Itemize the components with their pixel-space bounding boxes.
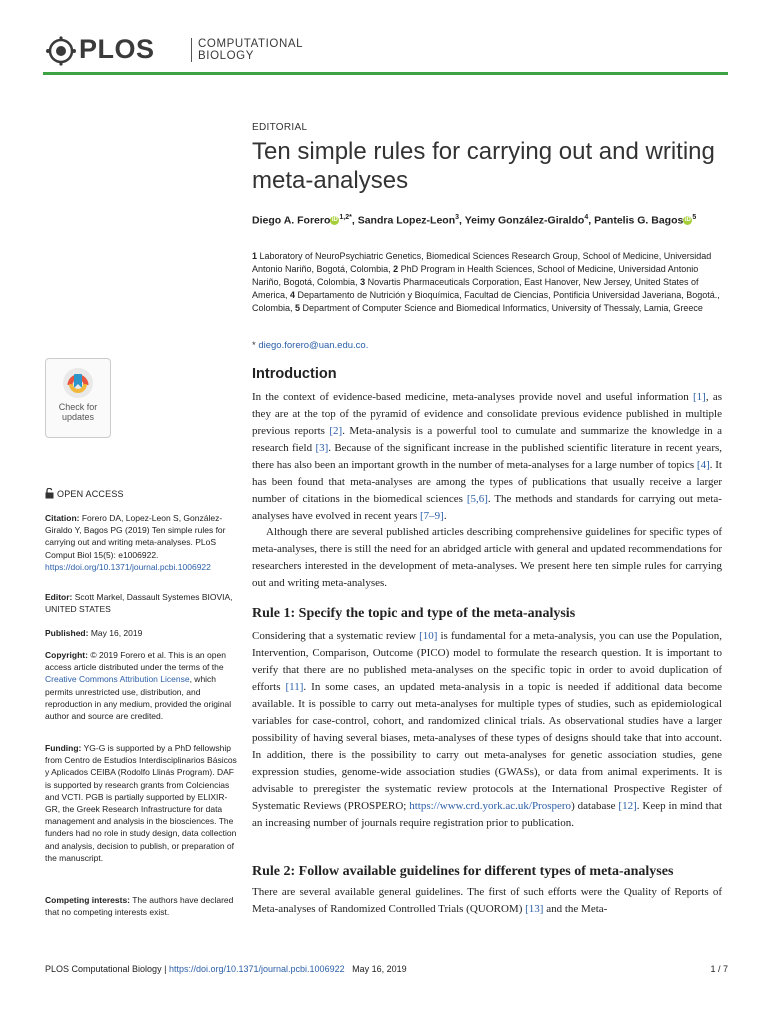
reference-link[interactable]: [12] (618, 800, 637, 812)
affiliation-text: Departamento de Nutrición y Bioquímica, Facultad de Ciencias, Pontificia Universidad Javeriana, Bogotá., Colombia, (252, 290, 720, 313)
plos-logo[interactable] (45, 34, 304, 66)
copyright-text-rest: , which permits unrestricted use, distribution, and reproduction in any medium, provided the original author and source are credited. (45, 674, 232, 722)
check-for-updates-button[interactable] (45, 358, 111, 438)
reference-link[interactable]: [5,6] (466, 493, 488, 505)
rule-2-paragraph (252, 884, 722, 918)
affiliation-number: 4 (290, 290, 298, 300)
affiliation-number: 2 (393, 264, 401, 274)
copyright-label: Copyright: (45, 650, 88, 660)
section-heading-rule-1: Rule 1: Specify the topic and type of the meta-analysis (252, 606, 576, 621)
affiliation-number: 5 (295, 303, 303, 313)
citation-label: Citation: (45, 513, 80, 523)
footer-separator: | (164, 964, 167, 974)
license-link[interactable]: Creative Commons Attribution License (45, 674, 190, 685)
citation-block (45, 512, 237, 573)
paragraph-text: Considering that a systematic review (252, 630, 420, 642)
affiliation-number: 3 (360, 277, 368, 287)
paragraph-text: In the context of evidence-based medicine, meta-analyses provide novel and useful information (252, 391, 694, 403)
logo-text: PLOS (79, 34, 155, 64)
affiliations (252, 250, 722, 315)
open-access-badge (45, 488, 124, 499)
section-heading-introduction: Introduction (252, 366, 337, 382)
paragraph-text: is fundamental for a meta-analysis, you can use the Population, Intervention, Comparison, Outcome (PICO) model to formulate the research question. It is important to verify that there are no published meta-analyses on the specific topic in order to avoid duplication of efforts (252, 630, 723, 693)
author-affiliation-marker: 5 (692, 214, 697, 221)
reference-link[interactable]: [7–9] (419, 510, 444, 522)
paragraph-text: and the Meta- (543, 903, 608, 915)
section-heading-rule-2: Rule 2: Follow available guidelines for different types of meta-analyses (252, 864, 674, 879)
reference-link[interactable]: [13] (525, 903, 544, 915)
affiliation-text: Novartis Pharmaceuticals Corporation, East Hanover, New Jersey, United States of America, (252, 277, 699, 300)
logo-divider (191, 38, 192, 62)
rule-1-paragraph (252, 628, 722, 832)
affiliation-text: PhD Program in Health Sciences, School of Medicine, Universidad Antonio Nariño, Bogotá, Colombia, (252, 264, 699, 287)
corresponding-email[interactable]: * diego.forero@uan.edu.co. (252, 340, 369, 351)
paragraph-text: . Keep in mind that an increasing number of journals require registration prior to publication. (252, 800, 723, 829)
plos-logo-icon (45, 36, 77, 66)
competing-interests-block (45, 894, 237, 918)
editor-block (45, 591, 237, 615)
editor-label: Editor: (45, 592, 73, 602)
journal-name-line2: BIOLOGY (198, 50, 254, 62)
reference-link[interactable]: [10] (419, 630, 438, 642)
published-block (45, 627, 237, 639)
footer-journal: PLOS Computational Biology (45, 964, 162, 974)
paragraph-text: . Meta-analysis is a powerful tool to cumulate and summarize the knowledge in a research field (252, 425, 722, 454)
reference-link[interactable]: [3] (315, 442, 329, 454)
open-lock-icon (45, 488, 54, 499)
author-name[interactable]: Pantelis G. Bagos (594, 214, 684, 227)
paragraph-text: ) database (571, 800, 619, 812)
orcid-icon[interactable]: iD (684, 217, 691, 224)
affiliation-number: 1 (252, 251, 260, 261)
copyright-block (45, 649, 237, 722)
paragraph-text: . (443, 510, 447, 522)
page-number: 1 / 7 (710, 964, 728, 974)
email-link[interactable]: diego.forero@uan.edu.co. (258, 340, 369, 351)
orcid-icon[interactable]: iD (331, 217, 338, 224)
reference-link[interactable]: [4] (696, 459, 710, 471)
citation-doi-link[interactable]: https://doi.org/10.1371/journal.pcbi.1006922 (45, 561, 211, 572)
author-affiliation-marker: 3 (455, 214, 460, 221)
article-type: EDITORIAL (252, 122, 308, 133)
reference-link[interactable]: [11] (285, 681, 304, 693)
footer-date: May 16, 2019 (352, 964, 407, 974)
author-affiliation-marker: 1,2* (339, 214, 352, 221)
paragraph-text: , as they are at the top of the pyramid of evidence and consolidate previous evidence published in multiple previous reports (252, 391, 723, 437)
editor-text: Scott Markel, Dassault Systemes BIOVIA, UNITED STATES (45, 592, 233, 615)
author-list: Diego A. Forero iD $^{1,2*}$, Sandra Lopez-Leon$^3$, Yeimy González-Giraldo$^4$, Pantelis G. Bagos iD $^5$ (252, 214, 697, 227)
competing-text: The authors have declared that no competing interests exist. (45, 895, 234, 918)
header-rule (43, 72, 728, 75)
author-affiliation-marker: 4 (584, 214, 589, 221)
journal-name (198, 38, 303, 62)
paragraph-text: There are several available general guidelines. The first of such efforts were the Quality of Reports of Meta-analyses of Randomized Controlled Trials (QUOROM) (252, 886, 722, 915)
author-name[interactable]: Sandra Lopez-Leon (357, 214, 456, 227)
funding-text: YG-G is supported by a PhD fellowship from Centro de Estudios Interdisciplinarios Básicos y Aplicados CEIBA (Rodolfo Llinás Program). DAF is supported by research grants from Colciencias and VCTI. PGB is partially supported by ELIXIR-GR, the Greek Research Infrastructure for data management and analysis in the biosciences. The funders had no role in study design, data collection and analysis, decision to publish, or preparation of the manuscript. (45, 743, 237, 863)
affiliation-text: Department of Computer Science and Biomedical Informatics, University of Thessaly, Lamia, Greece (302, 303, 703, 313)
intro-paragraph-2: Although there are several published articles describing comprehensive guidelines for specific types of meta-analyses, there is still the need for an abridged article with general and updated recommendations for researchers interested in the development of meta-analyses. We present here ten simple rules for carrying out and writing meta-analyses. (252, 526, 722, 589)
footer-doi-link[interactable]: https://doi.org/10.1371/journal.pcbi.1006922 (168, 964, 345, 974)
reference-link[interactable]: [2] (329, 425, 343, 437)
open-access-label: OPEN ACCESS (57, 489, 124, 499)
affiliation-text: Laboratory of NeuroPsychiatric Genetics, Biomedical Sciences Research Group, School of Medicine, Universidad Antonio Nariño, Bogotá, Colombia, (252, 251, 712, 274)
funding-block (45, 742, 237, 864)
check-updates-label: Check for updates (58, 402, 98, 422)
paragraph-text: . The methods and standards for carrying out meta-analyses have evolved in recent years (252, 493, 722, 522)
author-name[interactable]: Yeimy González-Giraldo (464, 214, 585, 227)
article-title: Ten simple rules for carrying out and writing meta-analyses (252, 138, 715, 194)
published-label: Published: (45, 628, 89, 638)
journal-name-line1: COMPUTATIONAL (198, 38, 304, 50)
competing-label: Competing interests: (45, 895, 131, 905)
citation-text: Forero DA, Lopez-Leon S, González-Giraldo Y, Bagos PG (2019) Ten simple rules for carrying out and writing meta-analyses. PLoS Comput Biol 15(5): e1006922. (45, 513, 226, 560)
copyright-text: © 2019 Forero et al. This is an open access article distributed under the terms of the (45, 650, 226, 673)
paragraph-text: . Because of the significant increase in the published scientific literature in recent years, there has also been an important growth in the number of meta-analyses for a large number of topics (252, 442, 723, 471)
page-footer (45, 964, 728, 974)
intro-paragraph-1 (252, 389, 722, 525)
paragraph-text: . It has been found that meta-analyses are among the types of publications that usually receive a larger number of citations in the biomedical sciences (252, 459, 722, 505)
author-name[interactable]: Diego A. Forero (252, 214, 331, 227)
paragraph-text: . In some cases, an updated meta-analysis in a topic is needed if additional data become available. It is possible to carry out meta-analyses for multiple types of studies, such as epidemiological variables for case-control, cohort, and randomized clinical trials. As observational studies have a larger possibility of having several biases, meta-analyses of these types of designs should take that into account. In addition, there is the possibility to carry out meta-analyses for genetic association studies, gene expression studies, genome-wide association studies (GWASs), or data from animal experiments. It is advisable to preregister the systematic review protocols at the International Prospective Register of Systematic Reviews (PROSPERO; (252, 681, 723, 812)
funding-label: Funding: (45, 743, 82, 753)
check-updates-icon (62, 367, 94, 399)
published-date: May 16, 2019 (90, 628, 143, 638)
reference-link[interactable]: [1] (693, 391, 706, 403)
reference-link[interactable]: https://www.crd.york.ac.uk/Prospero (409, 800, 572, 812)
